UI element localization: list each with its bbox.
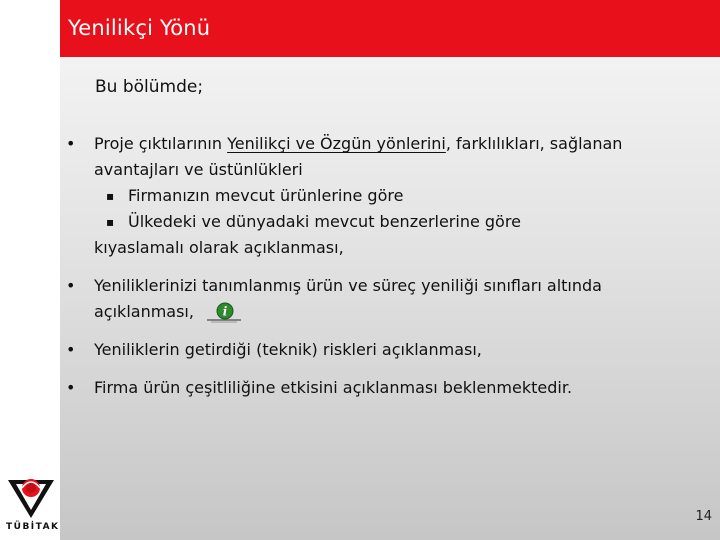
bullet-4-text: Firma ürün çeşitliliğine etkisini açıklanması beklenmektedir. [94,378,573,397]
bullet-item-3 [66,337,706,363]
bullet-1-tail: kıyaslamalı olarak açıklanması, [94,238,344,257]
bullet-list [66,131,706,413]
slide-title: Yenilikçi Yönü [68,16,211,40]
bullet-dot: • [66,340,76,359]
square-bullet-icon: ▪ [106,215,115,229]
page-number: 14 [695,509,712,524]
bullet-dot: • [66,378,76,397]
bullet-3-text: Yeniliklerin getirdiği (teknik) riskleri açıklanması, [94,340,482,359]
sub-item-1 [94,183,706,209]
bullet-item-1 [66,131,706,261]
sub-item-2 [94,209,706,235]
bullet-item-4 [66,375,706,401]
bullet-item-2 [66,273,706,325]
intro-text: Bu bölümde; [95,77,204,97]
sub-item-1-text: Firmanızın mevcut ürünlerine göre [128,186,404,205]
bullet-1-prefix: Proje çıktılarının [94,134,228,153]
sub-item-2-text: Ülkedeki ve dünyadaki mevcut benzerlerine göre [128,212,521,231]
bullet-2-text: Yeniliklerinizi tanımlanmış ürün ve süreç yeniliği sınıfları altında açıklanması, [94,276,602,321]
bullet-dot: • [66,276,76,295]
square-bullet-icon: ▪ [106,189,115,203]
bullet-dot: • [66,134,76,153]
info-icon[interactable] [205,301,245,323]
bullet-1-underlined: Yenilikçi ve Özgün yönlerini [227,134,446,153]
tubitak-logo [6,468,60,534]
slide-header [60,0,720,57]
left-margin-strip [0,0,60,540]
svg-text:i: i [222,304,228,319]
logo-text: TÜBİTAK [6,522,60,532]
bullet-1-suffix: , farklılıkları, sağlanan avantajları ve üstünlükleri [94,134,623,179]
